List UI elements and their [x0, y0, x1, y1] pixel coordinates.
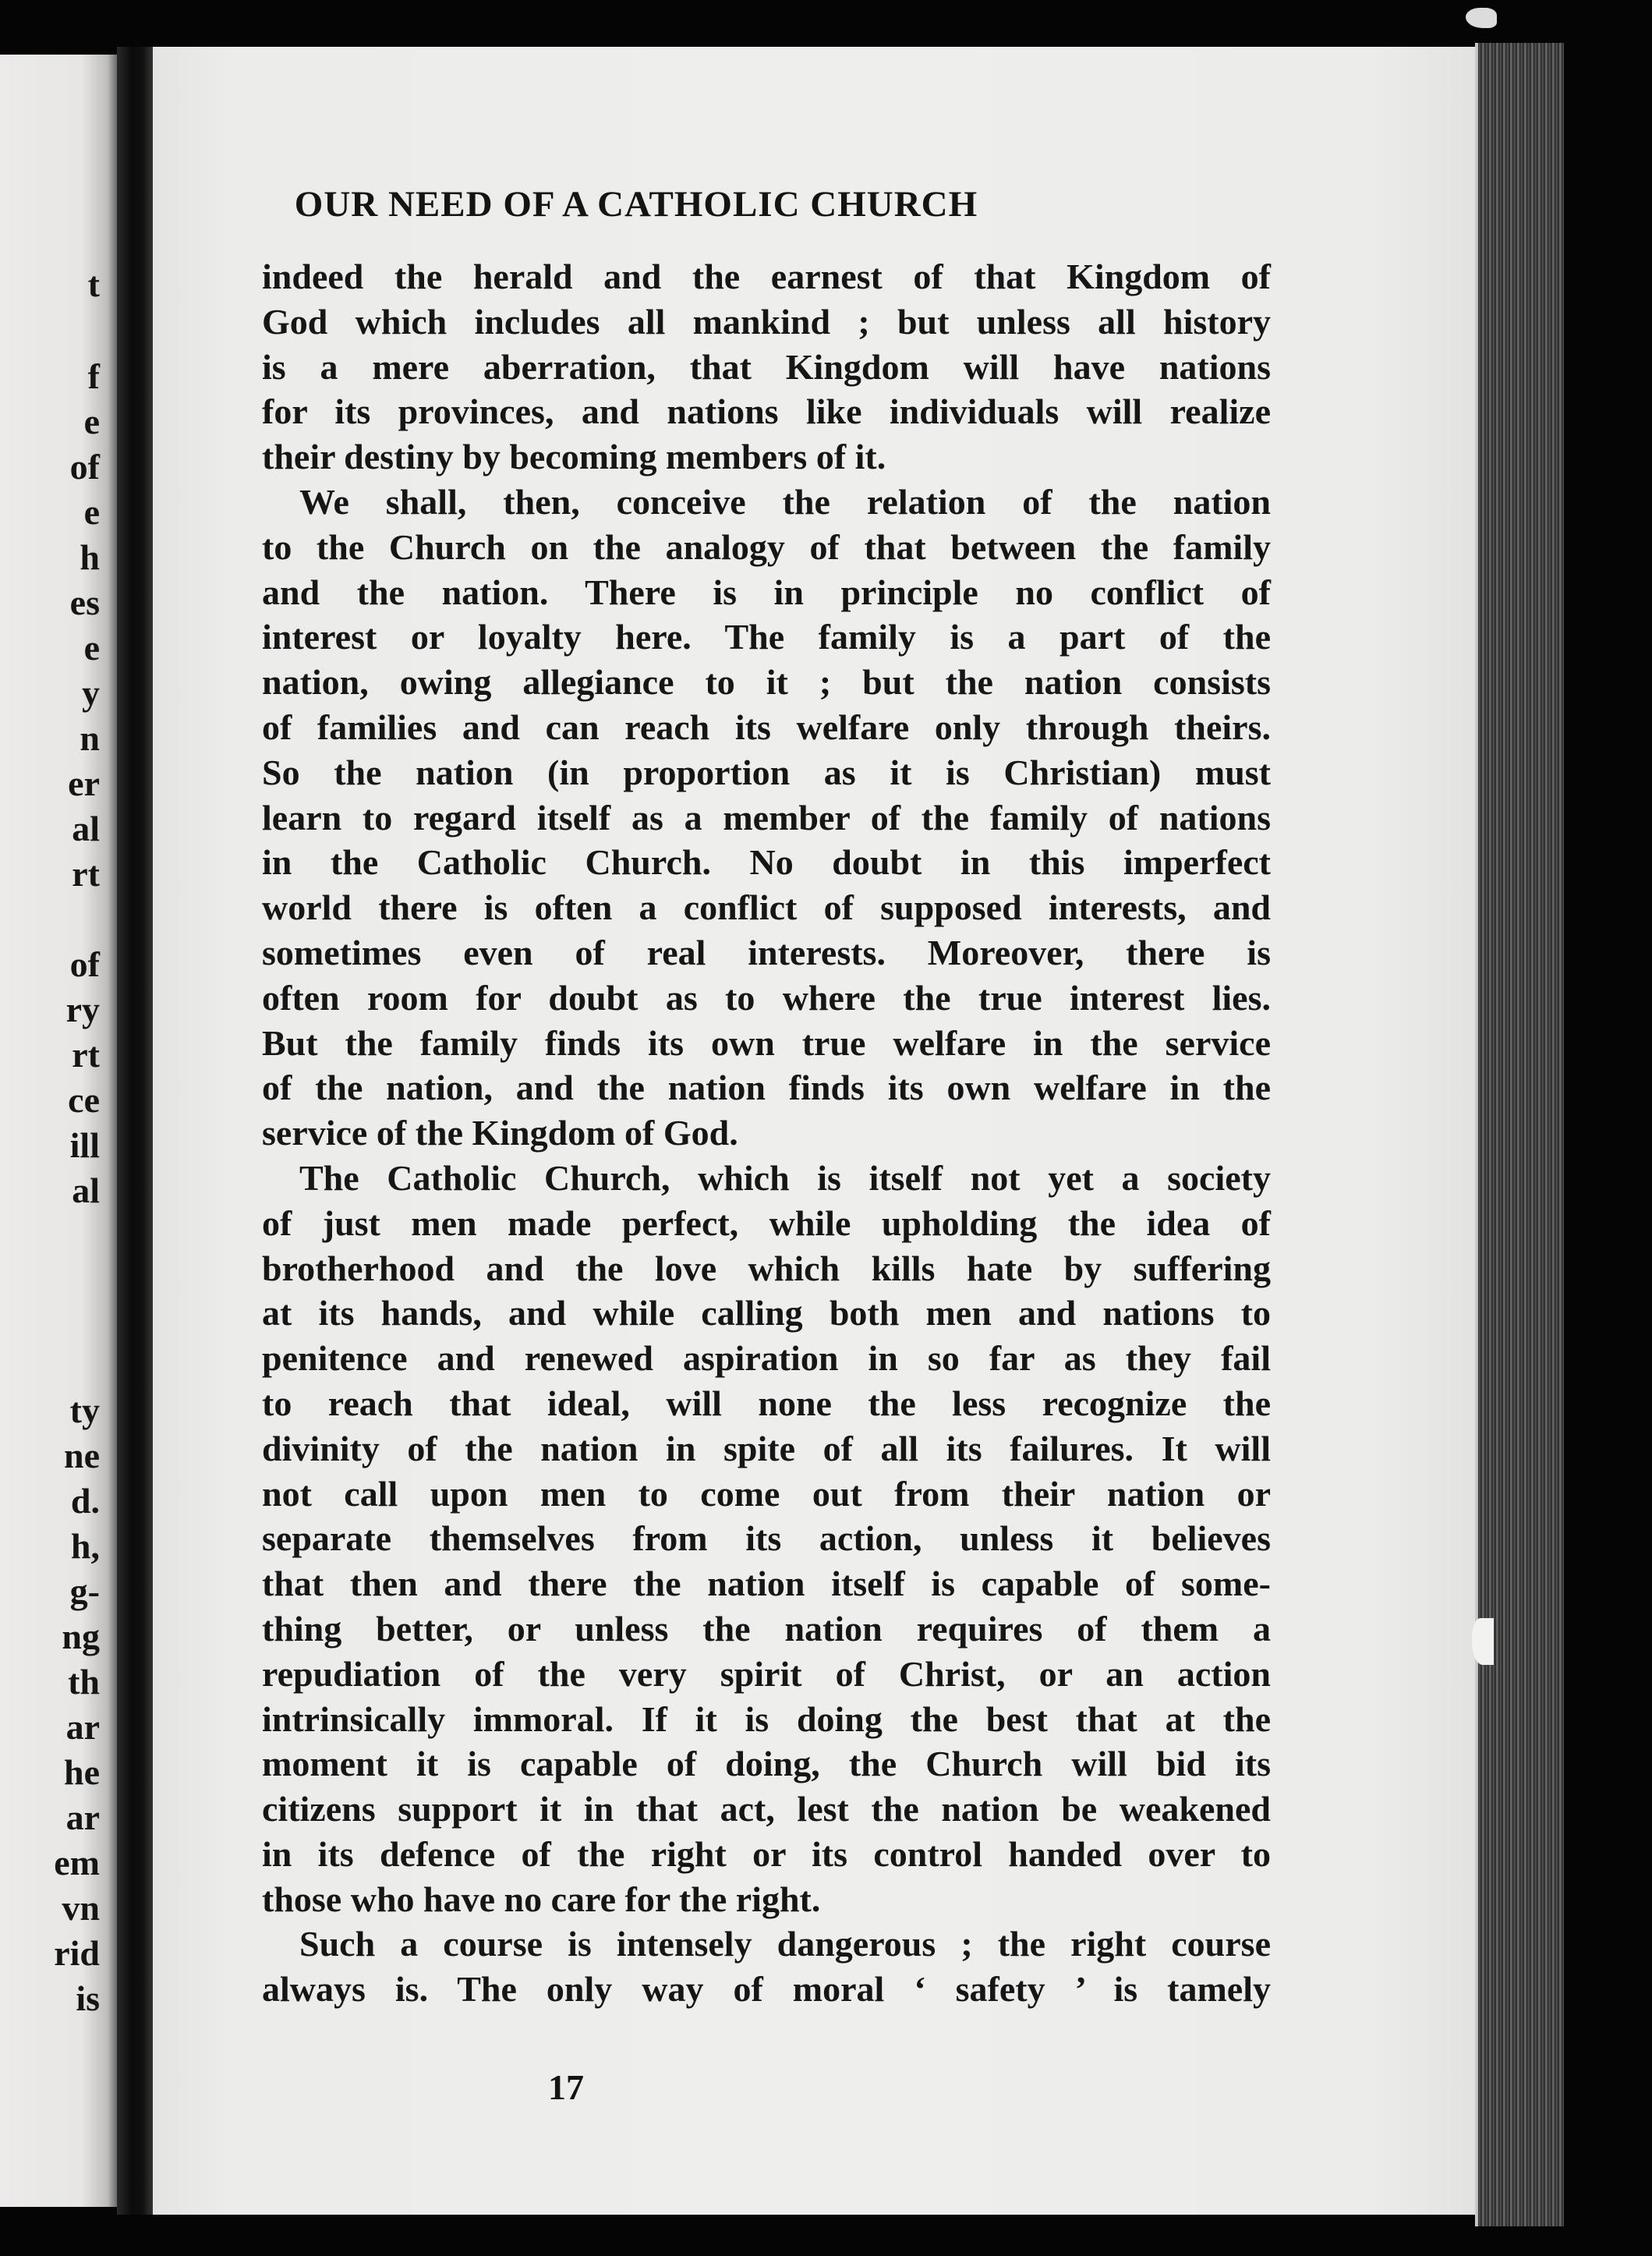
text-line: interest or loyalty here. The family is a part of the: [262, 617, 1271, 657]
text-line: to reach that ideal, will none the less recognize the: [262, 1383, 1271, 1423]
text-line: in its defence of the right or its control handed over to: [262, 1833, 1271, 1874]
text-line: indeed the herald and the earnest of that Kingdom of: [262, 257, 1271, 296]
text-line: always is. The only way of moral ‘ safety ’ is tamely: [262, 1969, 1271, 2010]
right-page: [153, 47, 1478, 2215]
book-gutter: [117, 47, 154, 2215]
text-line: world there is often a conflict of supposed interests, and: [262, 887, 1271, 928]
body-text: [262, 254, 1271, 2012]
page-edge-tear: [1472, 1618, 1494, 1665]
text-line: thing better, or unless the nation requires of them a: [262, 1608, 1271, 1649]
page-number: 17: [548, 2067, 584, 2107]
text-line: at its hands, and while calling both men and nations to: [262, 1293, 1271, 1333]
left-page-fragment: h: [80, 537, 100, 577]
page-block-edge: [1478, 43, 1564, 2226]
text-line: often room for doubt as to where the true interest lies.: [262, 977, 1271, 1018]
text-line: their destiny by becoming members of it.: [262, 437, 886, 477]
left-page-fragment: h,: [70, 1526, 100, 1566]
text-line: separate themselves from its action, unless it believes: [262, 1518, 1271, 1559]
left-page-fragment: em: [54, 1843, 100, 1882]
left-page-fragment: ar: [65, 1797, 100, 1837]
left-page-fragment: rt: [72, 854, 100, 894]
left-page-fragment: es: [69, 583, 100, 622]
left-page-fragment: of: [69, 944, 100, 984]
left-page-fragment: he: [64, 1752, 100, 1792]
text-line: penitence and renewed aspiration in so far as they fail: [262, 1338, 1271, 1379]
text-line: not call upon men to come out from their nation or: [262, 1473, 1271, 1514]
left-page-fragment: ill: [69, 1125, 100, 1165]
text-line: to the Church on the analogy of that between the family: [262, 526, 1271, 567]
left-page-fragment: g-: [69, 1571, 100, 1611]
text-line: repudiation of the very spirit of Christ, or an action: [262, 1653, 1271, 1694]
left-page-fragment: vn: [62, 1888, 100, 1928]
left-page-fragment: ng: [62, 1617, 100, 1656]
text-line: nation, owing allegiance to it ; but the nation consists: [262, 662, 1271, 703]
text-line: of families and can reach its welfare only through theirs.: [262, 707, 1271, 747]
text-line: of just men made perfect, while upholding the idea of: [262, 1202, 1271, 1243]
left-page-fragment: ne: [64, 1436, 100, 1475]
text-line: So the nation (in proportion as it is Christian) must: [262, 752, 1271, 792]
text-line: in the Catholic Church. No doubt in this imperfect: [262, 842, 1271, 883]
left-page-fragment: ce: [68, 1080, 100, 1120]
left-page-fragment: t: [87, 264, 100, 304]
text-line: But the family finds its own true welfare in the service: [262, 1022, 1271, 1063]
text-line: those who have no care for the right.: [262, 1879, 821, 1919]
left-page-fragment: e: [83, 402, 100, 441]
paragraph-start-line: The Catholic Church, which is itself not yet a society: [299, 1157, 1271, 1198]
text-line: is a mere aberration, that Kingdom will have nations: [262, 346, 1271, 387]
left-page-fragment: al: [72, 809, 100, 848]
left-page-fragment: y: [82, 673, 100, 713]
corner-scan-mark: [1466, 8, 1497, 28]
text-line: and the nation. There is in principle no conflict of: [262, 572, 1271, 612]
text-line: learn to regard itself as a member of the family of nations: [262, 797, 1271, 838]
left-page-fragment: ry: [65, 990, 100, 1029]
text-line: citizens support it in that act, lest the nation be weakened: [262, 1789, 1271, 1829]
left-page-fragment: e: [83, 492, 100, 532]
text-line: for its provinces, and nations like individuals will realize: [262, 391, 1271, 432]
text-line: intrinsically immoral. If it is doing the best that at the: [262, 1698, 1271, 1739]
paragraph-start-line: We shall, then, conceive the relation of the nation: [299, 481, 1271, 522]
text-line: moment it is capable of doing, the Church will bid its: [262, 1744, 1271, 1784]
left-page-fragment: is: [76, 1978, 100, 2018]
left-page-fragment: e: [83, 628, 100, 668]
left-page-fragment: al: [72, 1170, 100, 1210]
text-line: God which includes all mankind ; but unless all history: [262, 301, 1271, 342]
text-line: of the nation, and the nation finds its own welfare in the: [262, 1068, 1271, 1108]
paragraph-start-line: Such a course is intensely dangerous ; the right course: [299, 1924, 1271, 1964]
left-page-fragment: er: [68, 763, 100, 803]
text-line: service of the Kingdom of God.: [262, 1113, 738, 1153]
left-page-fragment: ty: [69, 1390, 100, 1430]
running-head: OUR NEED OF A CATHOLIC CHURCH: [294, 184, 978, 225]
left-page-fragment: rt: [72, 1035, 100, 1075]
left-page-fragment: th: [68, 1662, 100, 1702]
left-page-fragment: ar: [65, 1707, 100, 1747]
left-page-fragment: d.: [70, 1481, 100, 1521]
left-page-fragment: of: [69, 447, 100, 487]
left-page-fragment: f: [87, 356, 100, 396]
text-line: brotherhood and the love which kills hate by suffering: [262, 1248, 1271, 1288]
text-line: sometimes even of real interests. Moreover, there is: [262, 932, 1271, 972]
left-facing-page: [0, 55, 117, 2207]
text-line: that then and there the nation itself is capable of some-: [262, 1564, 1271, 1604]
left-page-fragment: n: [80, 718, 100, 758]
text-line: divinity of the nation in spite of all its failures. It will: [262, 1428, 1271, 1468]
left-page-fragment: rid: [54, 1933, 100, 1973]
